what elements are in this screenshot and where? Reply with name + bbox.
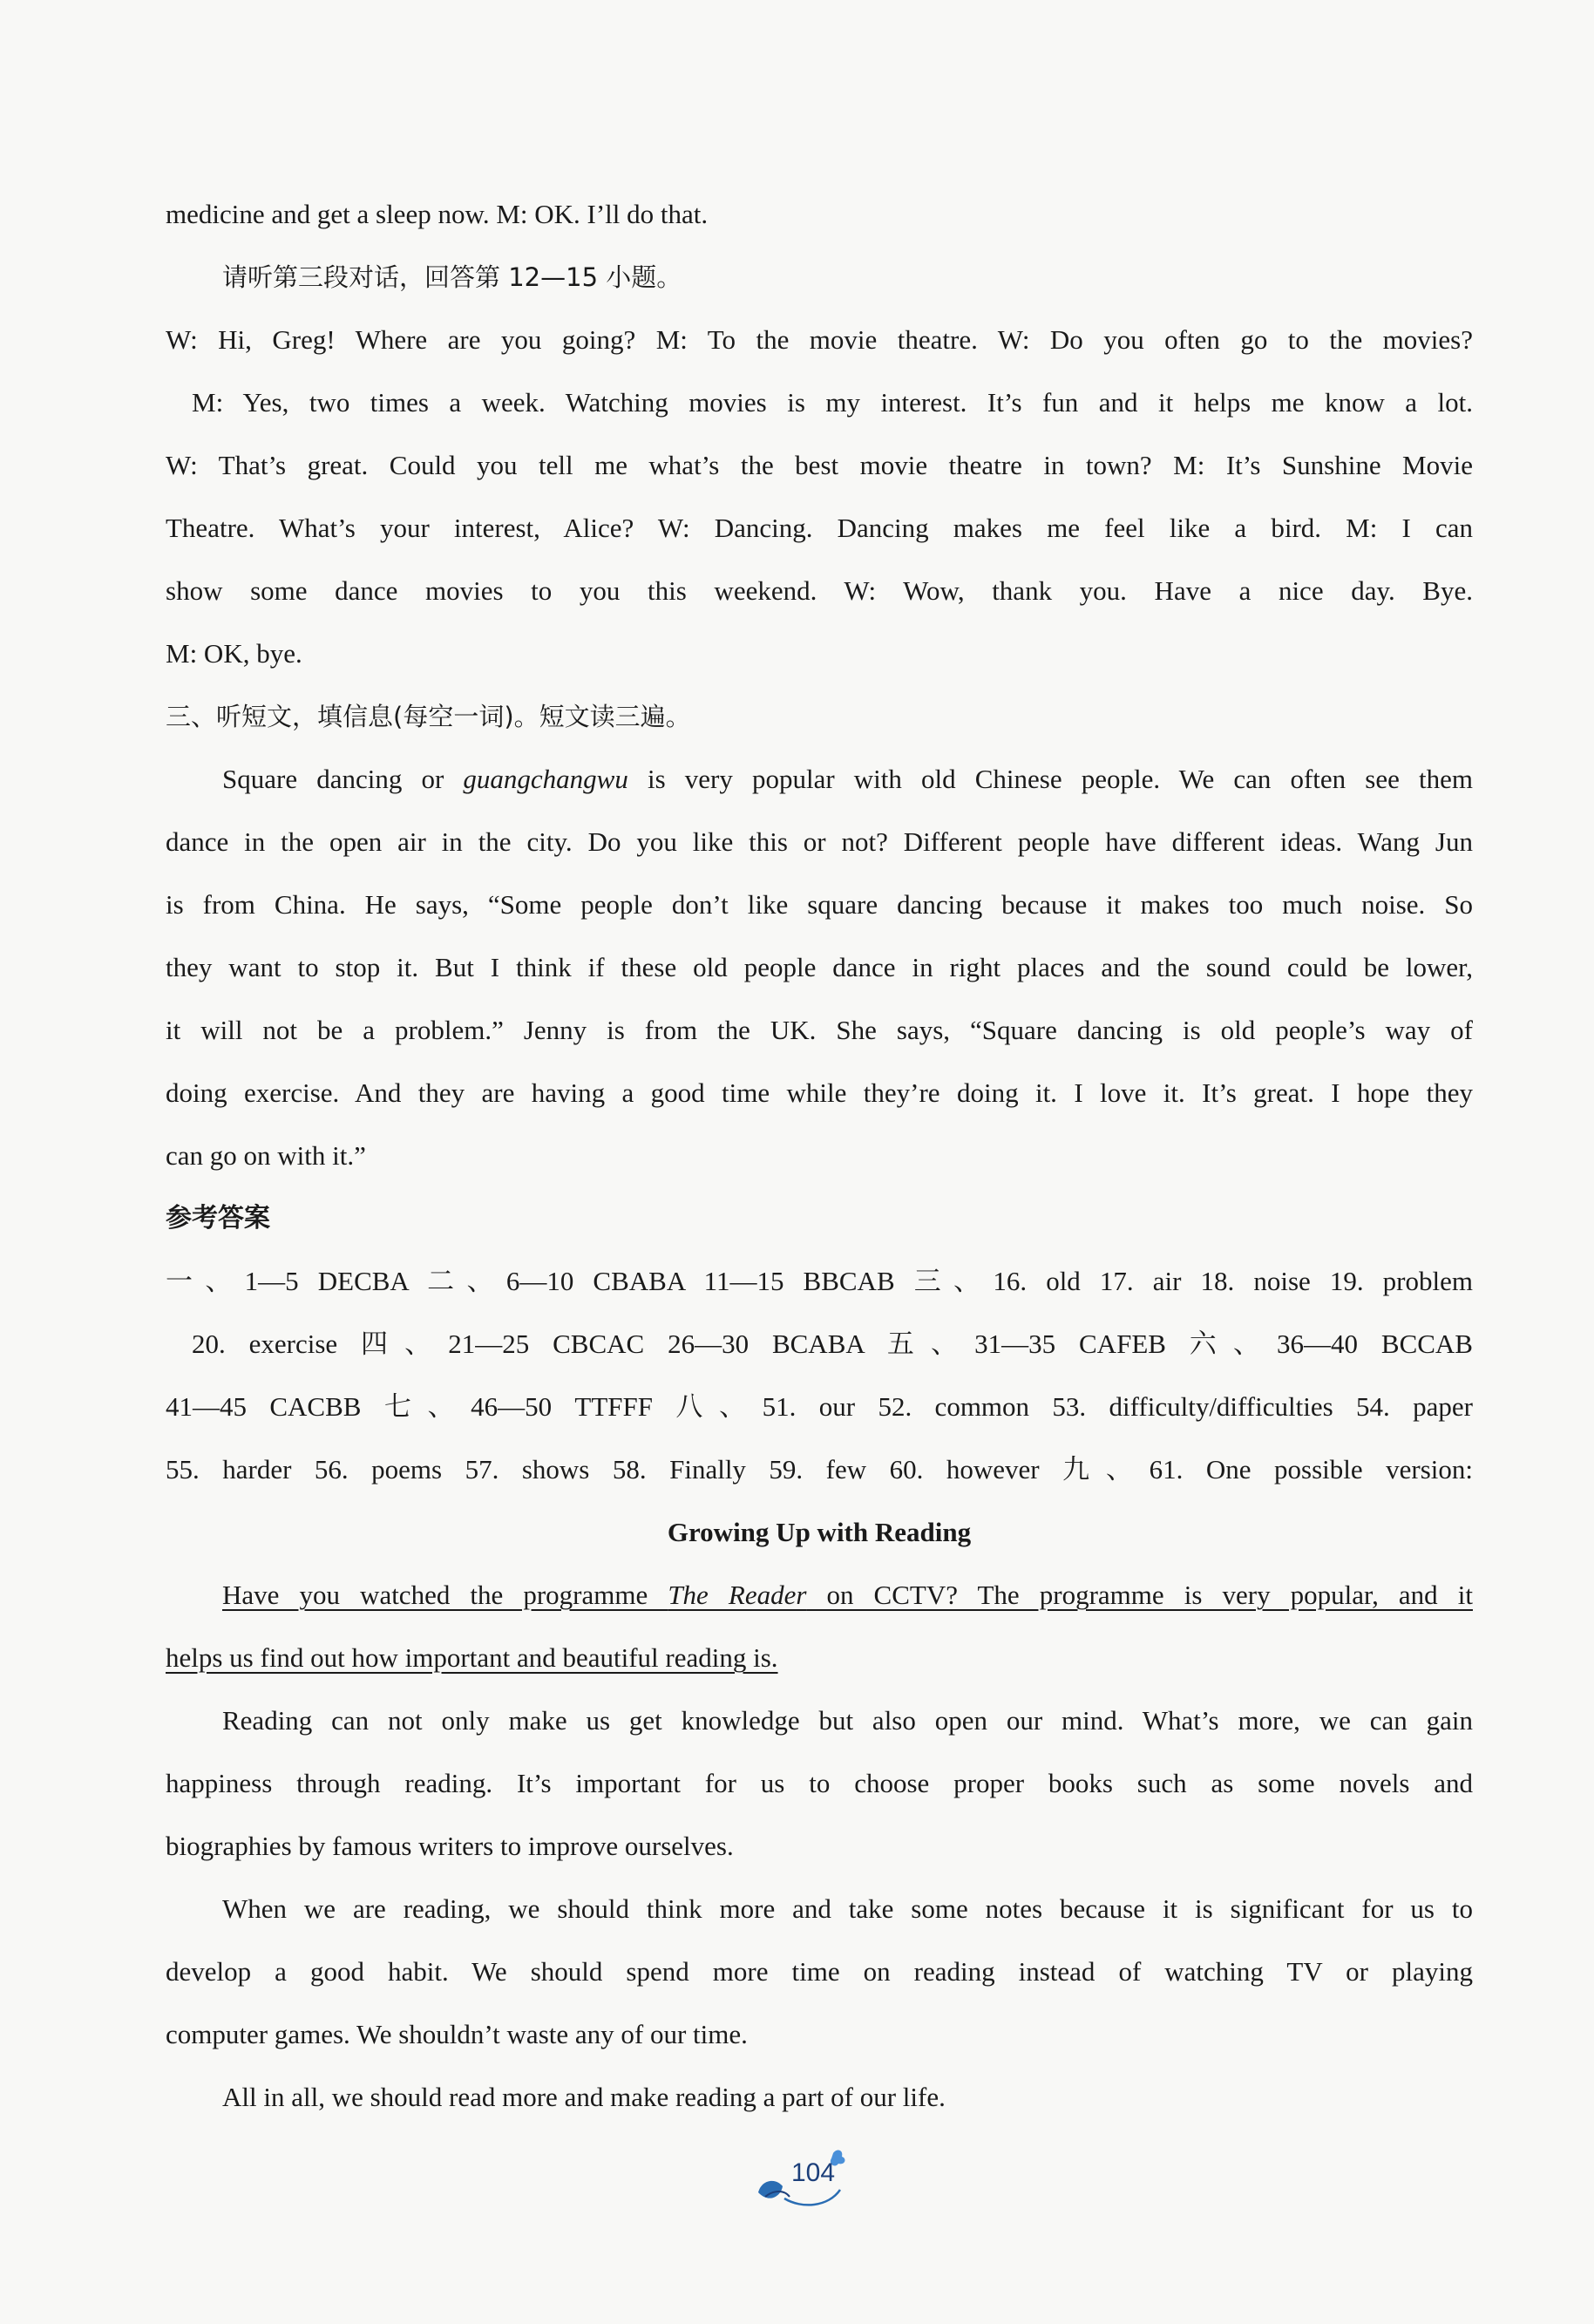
essay-italic-programme: The Reader bbox=[668, 1580, 807, 1610]
dialogue3-line-3: W: That’s great. Could you tell me what’s the best movie theatre in town? M: It’s Sunshine Movie bbox=[166, 450, 1473, 480]
part3-title: 三、听短文，填信息(每空一词)。短文读三遍。 bbox=[166, 702, 691, 731]
passage-line-2: dance in the open air in the city. Do you like this or not? Different people have different ideas. Wang Jun bbox=[166, 826, 1473, 857]
answers-line-4: 55. harder 56. poems 57. shows 58. Finally 59. few 60. however 九、61. One possible version: bbox=[166, 1454, 1473, 1485]
passage-line-1a: Square dancing or bbox=[222, 764, 464, 794]
section-three-prompt: 请听第三段对话，回答第 12—15 小题。 bbox=[222, 262, 682, 292]
dialogue3-line-6: M: OK, bye. bbox=[166, 638, 302, 669]
passage-line-7: can go on with it.” bbox=[166, 1140, 366, 1171]
answers-line-1: 一、1—5 DECBA 二、6—10 CBABA 11—15 BBCAB 三、16. old 17. air 18. noise 19. problem bbox=[166, 1266, 1473, 1296]
dialogue3-line-5: show some dance movies to you this weekend. W: Wow, thank you. Have a nice day. Bye. bbox=[166, 575, 1473, 606]
essay-p2-line-1: Reading can not only make us get knowledge but also open our mind. What’s more, we can gain bbox=[222, 1705, 1473, 1736]
answers-line-2: 20. exercise 四、21—25 CBCAC 26—30 BCABA 五、31—35 CAFEB 六、36—40 BCCAB bbox=[192, 1328, 1473, 1359]
essay-p2-line-3: biographies by famous writers to improve ourselves. bbox=[166, 1831, 734, 1861]
page-number: 104 bbox=[791, 2158, 836, 2187]
essay-p1-line-1 bbox=[166, 1564, 1473, 1627]
passage-line-3: is from China. He says, “Some people don’t like square dancing because it makes too much noise. So bbox=[166, 889, 1473, 920]
essay-p3-line-1: When we are reading, we should think more and take some notes because it is significant for us to bbox=[222, 1893, 1473, 1924]
essay-p3-line-3: computer games. We shouldn’t waste any of our time. bbox=[166, 2019, 748, 2049]
dialogue3-line-1: W: Hi, Greg! Where are you going? M: To the movie theatre. W: Do you often go to the movies? bbox=[166, 324, 1473, 355]
passage-line-4: they want to stop it. But I think if these old people dance in right places and the sound could be lower, bbox=[166, 952, 1473, 982]
essay-p1-line-1b: on CCTV? The programme is very popular, and it bbox=[806, 1580, 1473, 1610]
dialogue-end-line: medicine and get a sleep now. M: OK. I’ll do that. bbox=[166, 199, 709, 229]
dialogue3-line-2: M: Yes, two times a week. Watching movies is my interest. It’s fun and it helps me know a lot. bbox=[192, 387, 1473, 418]
page-content bbox=[166, 183, 1473, 2129]
essay-p1-line-2-text: helps us find out how important and beautiful reading is. bbox=[166, 1642, 778, 1673]
passage-italic-term: guangchangwu bbox=[463, 764, 628, 794]
essay-p2-line-2: happiness through reading. It’s important for us to choose proper books such as some novels and bbox=[166, 1768, 1473, 1798]
passage-line-5: it will not be a problem.” Jenny is from the UK. She says, “Square dancing is old people’s way of bbox=[166, 1015, 1473, 1045]
essay-title: Growing Up with Reading bbox=[667, 1517, 972, 1547]
essay-p1-line-2 bbox=[166, 1627, 1473, 1689]
answers-heading: 参考答案 bbox=[166, 1203, 270, 1233]
passage-line-1 bbox=[166, 748, 1473, 811]
essay-p3-line-2: develop a good habit. We should spend more time on reading instead of watching TV or playing bbox=[166, 1956, 1473, 1987]
answers-line-3: 41—45 CACBB 七、46—50 TTFFF 八、51. our 52. common 53. difficulty/difficulties 54. paper bbox=[166, 1391, 1473, 1422]
essay-p1-line-1a: Have you watched the programme bbox=[222, 1580, 668, 1610]
passage-line-6: doing exercise. And they are having a good time while they’re doing it. I love it. It’s great. I hope they bbox=[166, 1077, 1473, 1108]
essay-p4-line: All in all, we should read more and make reading a part of our life. bbox=[222, 2082, 946, 2112]
page-number-badge bbox=[750, 2144, 854, 2214]
passage-line-1b: is very popular with old Chinese people. We can often see them bbox=[627, 764, 1473, 794]
dialogue3-line-4: Theatre. What’s your interest, Alice? W: Dancing. Dancing makes me feel like a bird. M: I can bbox=[166, 513, 1473, 543]
